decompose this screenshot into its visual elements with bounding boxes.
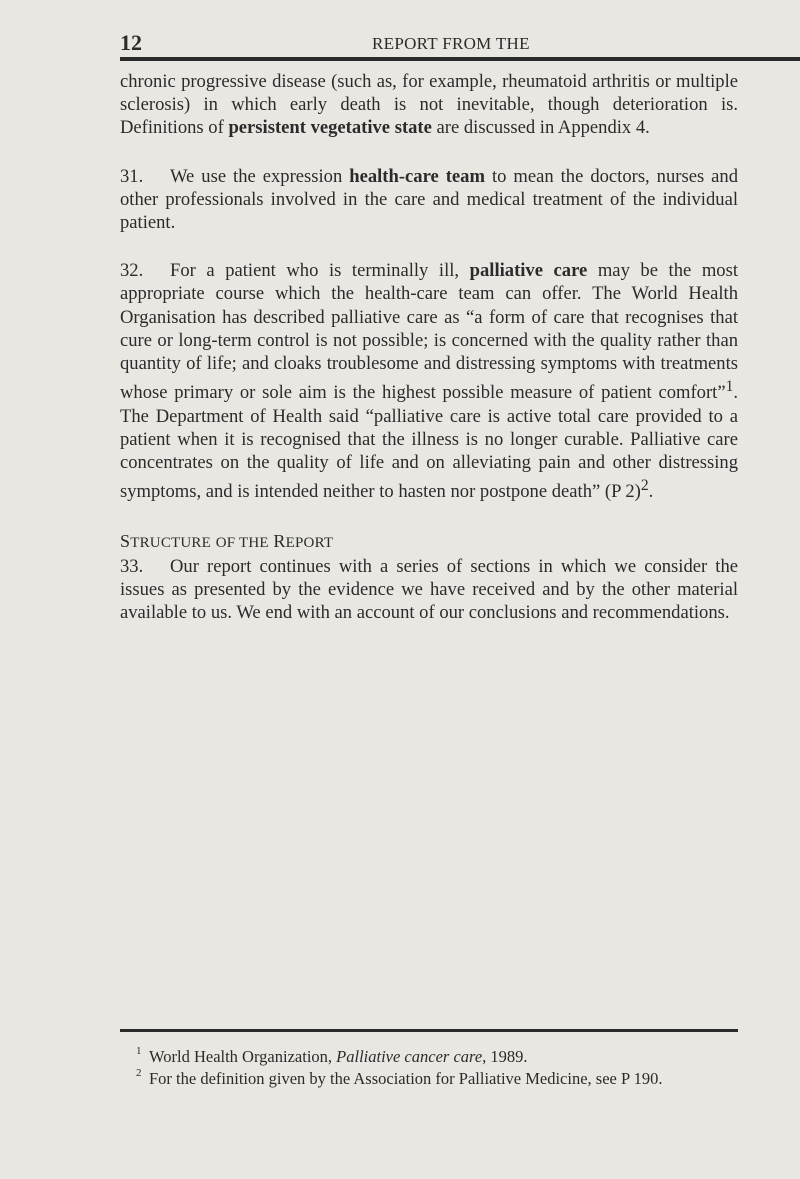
section-heading: STRUCTURE OF THE REPORT bbox=[120, 530, 334, 551]
term-palliative-care: palliative care bbox=[469, 260, 588, 282]
footnote-ref: 2 bbox=[640, 477, 649, 495]
footnote-ref: 1 bbox=[725, 378, 734, 396]
header-rule bbox=[120, 57, 800, 61]
footnote-rule bbox=[120, 1029, 738, 1032]
term-health-care-team: health-care team bbox=[349, 165, 485, 187]
running-head: REPORT FROM THE bbox=[372, 34, 530, 53]
page-header bbox=[120, 30, 738, 60]
paragraph-number: 33. bbox=[120, 555, 144, 577]
footnote-marker: 1 bbox=[136, 1045, 142, 1057]
paragraph-number: 32. bbox=[120, 260, 144, 282]
footnote-1: 1 World Health Organization, Palliative cancer care, 1989. bbox=[136, 1046, 740, 1068]
paragraph-number: 31. bbox=[120, 165, 144, 187]
footnotes bbox=[136, 1046, 740, 1090]
footnote-2: 2 For the definition given by the Association for Palliative Medicine, see P 190. bbox=[136, 1068, 740, 1090]
term-persistent-vegetative-state: persistent vegetative state bbox=[228, 117, 432, 139]
paragraph-33: 33. Our report continues with a series of sections in which we consider the issues as presented by the evidence we have received and by the other material available to us. We end with an account of our conclusions and recommendations. bbox=[120, 555, 738, 624]
paragraph-continued: chronic progressive disease (such as, for example, rheumatoid arthritis or multiple sclerosis) in which early death is not inevitable, though deterioration is. Definitions of persistent vegetative state are discussed in Appendix 4. bbox=[120, 71, 738, 139]
page-number: 12 bbox=[120, 30, 142, 55]
footnote-marker: 2 bbox=[136, 1067, 142, 1079]
paragraph-31: 31. We use the expression health-care team to mean the doctors, nurses and other professionals involved in the care and medical treatment of the individual patient. bbox=[120, 165, 739, 234]
paragraph-32: 32. For a patient who is terminally ill, palliative care may be the most appropriate course which the health-care team can offer. The World Health Organisation has described palliative care as “a form of care that recognises that cure or long-term control is not possible; is concerned with the quality rather than quantity of life; and cloaks troublesome and distressing symptoms with treatments whose primary or sole aim is the highest possible measure of patient comfort”$^1$. The Department of Health said “palliative care is active total care provided to a patient when it is recognised that the illness is no longer curable. Palliative care concentrates on the quality of life and on alleviating pain and other distressing symptoms, and is intended neither to hasten nor postpone death” (P 2)$^2$. bbox=[120, 260, 738, 503]
body-text bbox=[120, 70, 738, 624]
